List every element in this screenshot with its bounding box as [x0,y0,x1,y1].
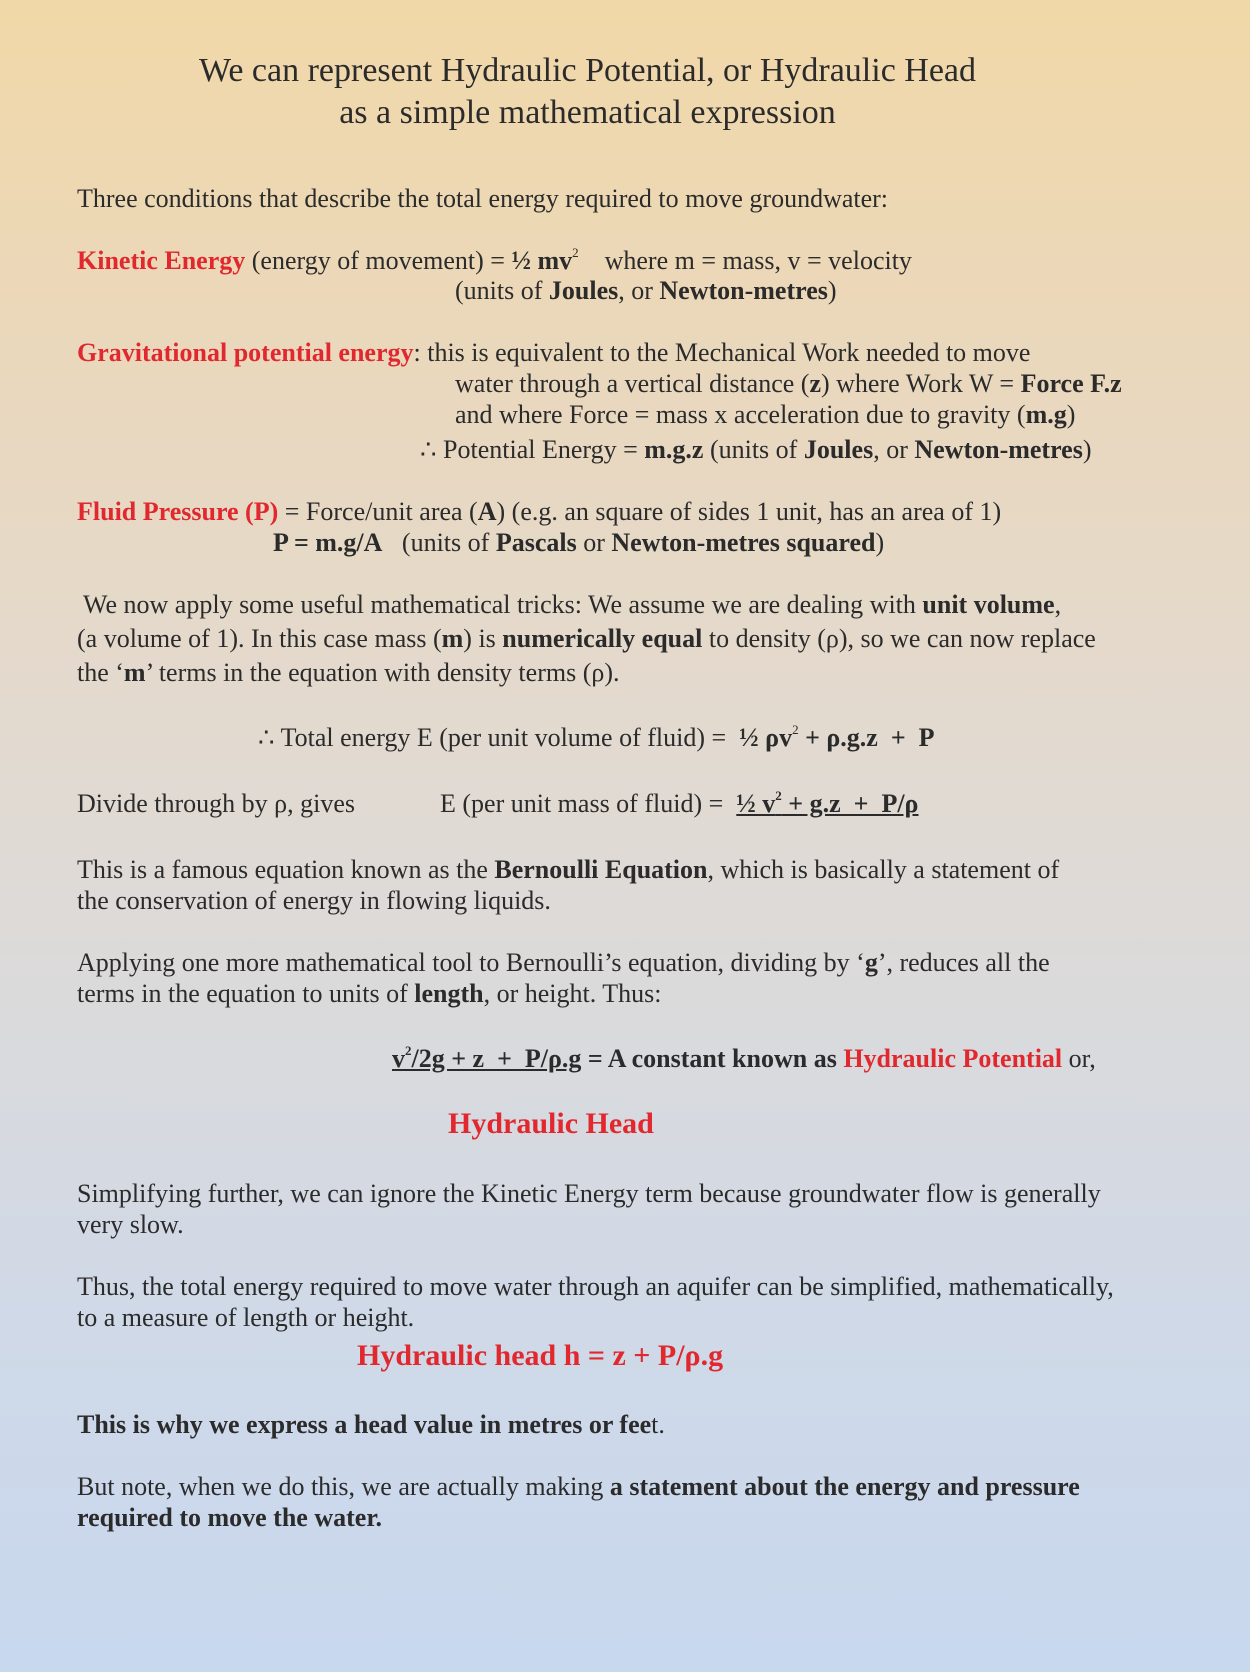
grav-l3-post: ) [1066,400,1076,429]
why-bold: This is why we express a head value in metres or fee [77,1410,652,1439]
applying-line-1 [77,947,1050,979]
applying-l1-pre: Applying one more mathematical tool to Bernoulli’s equation, dividing by ‘ [77,948,865,977]
intro-text: Three conditions that describe the total energy required to move groundwater: [77,184,889,213]
unit-mass-equation [440,788,918,820]
simplifying-line-2: very slow. [77,1210,184,1239]
bernoulli-line-2: the conservation of energy in flowing liquids. [77,886,551,915]
page-title-line-1: We can represent Hydraulic Potential, or Hydraulic Head [198,52,977,89]
gravitational-text: : this is equivalent to the Mechanical Work needed to move [413,338,1031,367]
pressure-term: Fluid Pressure (P) [77,497,279,526]
total-energy-label: ∴ Total energy E (per unit volume of fluid) = [258,723,740,752]
tricks-line-1 [77,589,1061,621]
tricks-l3-post: ’ terms in the equation with density terms (ρ). [145,658,620,687]
applying-g: g [864,948,878,977]
total-energy-f2: + ρ.g.z + P [798,723,935,752]
grav-l2-force: Force F.z [1020,369,1122,398]
kinetic-units-pre: (units of [455,276,549,305]
pressure-line-2 [273,527,884,559]
grav-l4-joules: Joules [803,435,874,464]
bernoulli-l1-post: , which is basically a statement of [707,855,1060,884]
kinetic-definitions: where m = mass, v = velocity [578,246,912,275]
tricks-l2-m: m [441,624,464,653]
applying-l2-pre: terms in the equation to units of [77,979,415,1008]
hp-sup: 2 [405,1043,412,1058]
grav-l2-mid: ) where Work W = [821,369,1021,398]
note-line-2 [77,1502,382,1534]
bernoulli-line-1 [77,854,1059,886]
tricks-l1-post: , [1054,590,1062,619]
grav-l4-mid: (units of [703,435,804,464]
hp-constant-text: = A constant known as [581,1044,844,1073]
kinetic-units-joules: Joules [548,276,619,305]
pressure-line-1 [77,496,1001,528]
why-post: t. [651,1410,665,1439]
grav-l3-mg: m.g [1025,400,1067,429]
grav-l4-post: ) [1082,435,1092,464]
hp-post: or, [1062,1044,1096,1073]
note-l1-bold: a statement about the energy and pressure [609,1472,1080,1501]
kinetic-sup: 2 [572,245,579,260]
gravitational-line-4 [420,434,1092,466]
note-l1-pre: But note, when we do this, we are actually making [77,1472,610,1501]
pressure-area: A [477,497,497,526]
simplifying-line-1: Simplifying further, we can ignore the Kinetic Energy term because groundwater flow is generally [77,1179,1101,1208]
unit-mass-formula [736,789,918,818]
pressure-units-pascals: Pascals [495,528,577,557]
applying-length: length [414,979,484,1008]
grav-l3-pre: and where Force = mass x acceleration due to gravity ( [455,400,1026,429]
gravitational-line-3 [455,399,1075,431]
unit-mass-sup: 2 [775,788,782,803]
bernoulli-equation-term: Bernoulli Equation [494,855,708,884]
kinetic-text: (energy of movement) = [245,246,512,275]
pressure-formula: P = m.g/A [273,528,383,557]
note-l2-bold: required to move the water. [77,1503,382,1532]
pressure-text: = Force/unit area ( [278,497,478,526]
tricks-l3-m: m [123,658,146,687]
grav-l4-mgz: m.g.z [644,435,704,464]
grav-l2-z: z [809,369,821,398]
kinetic-line [77,245,912,277]
hp-f2: /2g + z + P/ρ.g [411,1044,582,1073]
kinetic-term: Kinetic Energy [77,246,246,275]
tricks-line-3 [77,657,619,689]
applying-l2-post: , or height. Thus: [483,979,662,1008]
grav-l4-mid2: , or [873,435,915,464]
unit-mass-label: E (per unit mass of fluid) = [440,789,737,818]
pressure-units-post: ) [875,528,885,557]
pressure-units-newton: Newton-metres squared [611,528,876,557]
hydraulic-potential-equation [392,1043,1096,1075]
tricks-l2-post: to density (ρ), so we can now replace [702,624,1096,653]
total-energy-sup: 2 [792,722,799,737]
gravitational-line-1 [77,337,1030,369]
kinetic-units [455,275,837,307]
tricks-line-2 [77,623,1096,655]
thus-line-1: Thus, the total energy required to move water through an aquifer can be simplified, mathematically, [77,1272,1114,1301]
applying-line-2 [77,978,661,1010]
unit-mass-f2: + g.z + P/ρ [781,789,919,818]
tricks-l2-mid: ) is [463,624,503,653]
hp-term: Hydraulic Potential [843,1044,1063,1073]
hp-formula [392,1044,581,1073]
unit-mass-f1: ½ v [736,789,776,818]
applying-l1-post: ’, reduces all the [877,948,1050,977]
why-line [77,1409,665,1441]
kinetic-formula: ½ mv [511,246,573,275]
kinetic-units-mid: , or [618,276,660,305]
kinetic-units-newton: Newton-metres [659,276,828,305]
pressure-example: ) (e.g. an square of sides 1 unit, has an area of 1) [496,497,1002,526]
tricks-numerically-equal: numerically equal [502,624,703,653]
hydraulic-head-formula: Hydraulic head h = z + P/ρ.g [357,1339,724,1372]
hydraulic-head-label: Hydraulic Head [448,1107,654,1140]
total-energy-equation [258,722,935,754]
thus-line-2: to a measure of length or height. [77,1303,415,1332]
gravitational-line-2 [455,368,1122,400]
divide-text: Divide through by ρ, gives [77,789,356,818]
grav-l4-pre: ∴ Potential Energy = [420,435,645,464]
page-title-line-2: as a simple mathematical expression [339,94,836,131]
tricks-l2-pre: (a volume of 1). In this case mass ( [77,624,442,653]
tricks-l3-pre: the ‘ [77,658,124,687]
gravitational-term: Gravitational potential energy [77,338,414,367]
hp-f1: v [392,1044,405,1073]
kinetic-units-post: ) [827,276,837,305]
note-line-1 [77,1471,1080,1503]
bernoulli-l1-pre: This is a famous equation known as the [77,855,495,884]
total-energy-f1: ½ ρv [739,723,793,752]
tricks-unit-volume: unit volume [922,590,1055,619]
grav-l2-pre: water through a vertical distance ( [455,369,810,398]
pressure-units-mid: or [576,528,612,557]
grav-l4-newton: Newton-metres [914,435,1083,464]
pressure-units-pre: (units of [382,528,496,557]
tricks-l1-pre: We now apply some useful mathematical tricks: We assume we are dealing with [77,590,923,619]
